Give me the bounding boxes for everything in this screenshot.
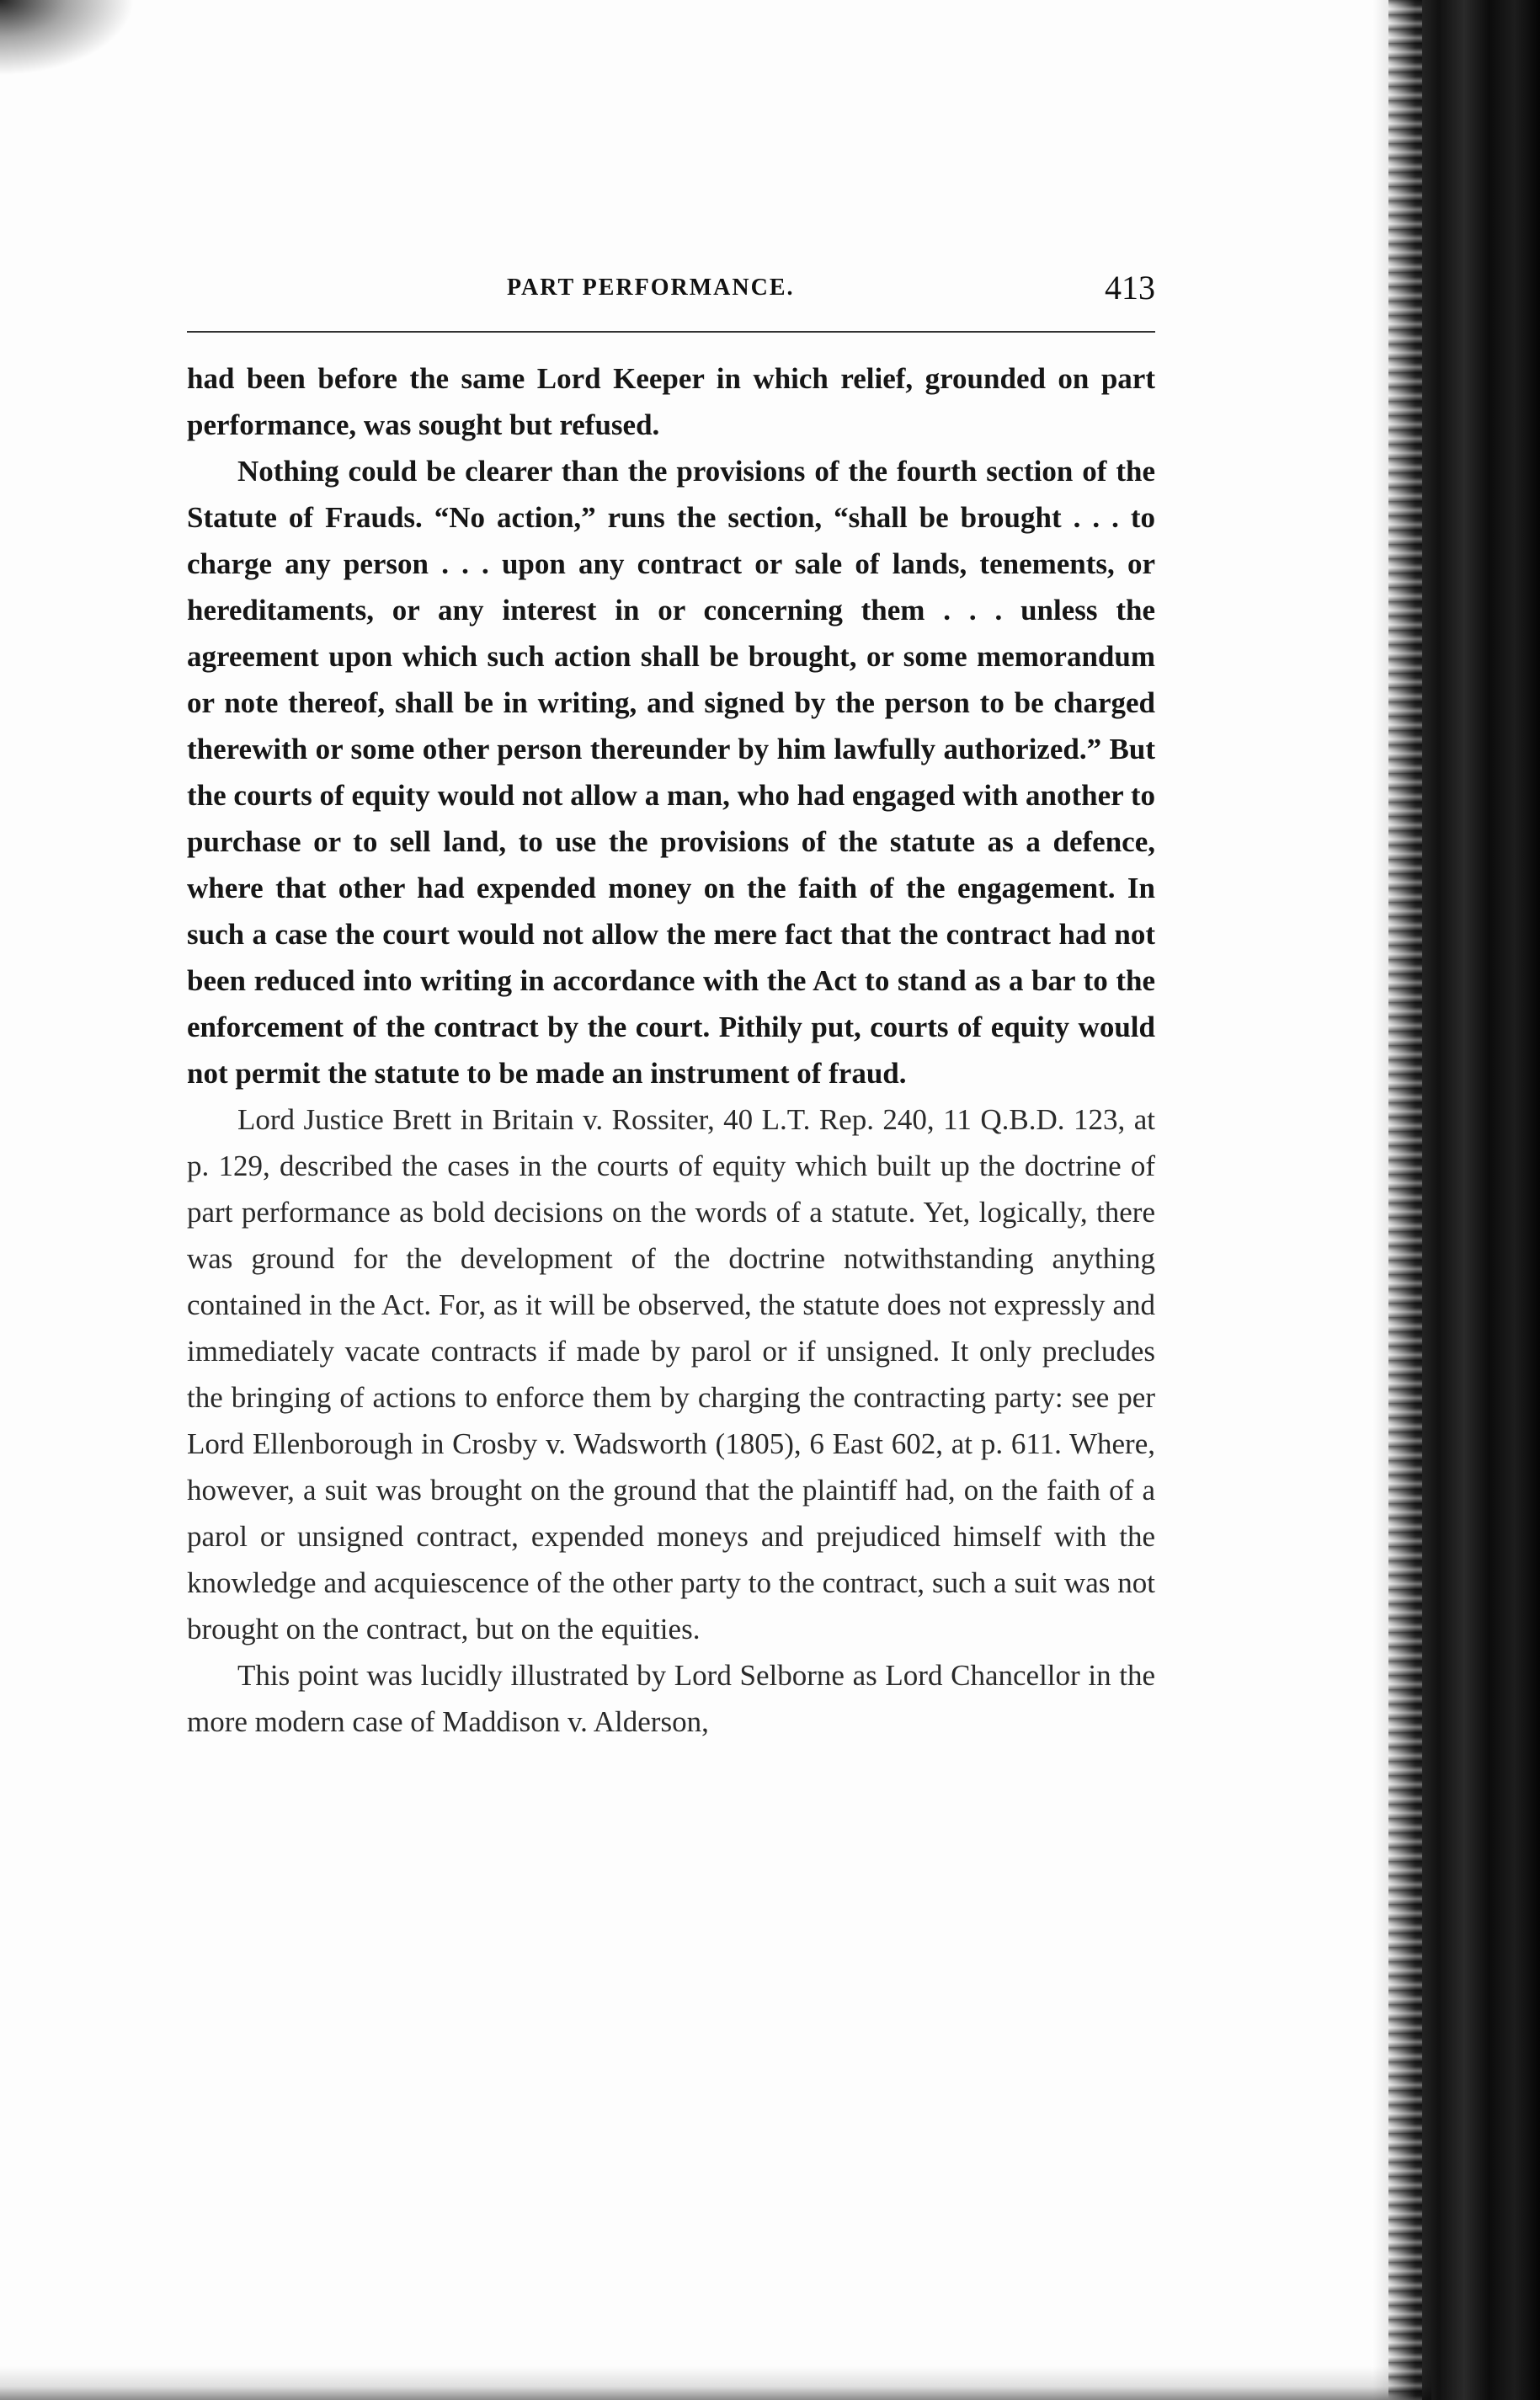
scan-shadow-corner	[0, 0, 135, 76]
page-number: 413	[1105, 269, 1155, 307]
running-title: PART PERFORMANCE.	[507, 275, 795, 301]
paragraph-continuation: had been before the same Lord Keeper in which relief, grounded on part performance, was sought but refused.	[187, 362, 1155, 441]
paragraph-lord-justice-brett: Lord Justice Brett in Britain v. Rossiter, 40 L.T. Rep. 240, 11 Q.B.D. 123, at p. 129, described the cases in the courts of equity which built up the doctrine of part performance as bold decisions on the words of a statute. Yet, logically, there was ground for the development of the doctrine notwithstanding anything contained in the Act. For, as it will be observed, the statute does not expressly and immediately vacate contracts if made by parol or if unsigned. It only precludes the bringing of actions to enforce them by charging the contracting party: see per Lord Ellenborough in Crosby v. Wadsworth (1805), 6 East 602, at p. 611. Where, however, a suit was brought on the ground that the plaintiff had, on the faith of a parol or unsigned contract, expended moneys and prejudiced himself with the knowledge and acquiescence of the other party to the contract, such a suit was not brought on the contract, but on the equities.	[187, 1103, 1155, 1645]
book-gutter-shadow	[1372, 0, 1540, 2400]
paragraph-lord-selborne: This point was lucidly illustrated by Lord Selborne as Lord Chancellor in the more modern case of Maddison v. Alderson,	[187, 1659, 1155, 1738]
body-text	[187, 355, 1155, 1745]
paragraph-statute-of-frauds: Nothing could be clearer than the provisions of the fourth section of the Statute of Frauds. “No action,” runs the section, “shall be brought . . . to charge any person . . . upon any contract or sale of lands, tenements, or hereditaments, or any interest in or concerning them . . . unless the agreement upon which such action shall be brought, or some memorandum or note thereof, shall be in writing, and signed by the person to be charged therewith or some other person thereunder by him lawfully authorized.” But the courts of equity would not allow a man, who had engaged with another to purchase or to sell land, to use the provisions of the statute as a defence, where that other had expended money on the faith of the engagement. In such a case the court would not allow the mere fact that the contract had not been reduced into writing in accordance with the Act to stand as a bar to the enforcement of the contract by the court. Pithily put, courts of equity would not permit the statute to be made an instrument of fraud.	[187, 455, 1155, 1090]
header-rule	[187, 331, 1155, 333]
scan-shadow-bottom	[0, 2366, 1431, 2400]
page-header	[187, 268, 1155, 318]
